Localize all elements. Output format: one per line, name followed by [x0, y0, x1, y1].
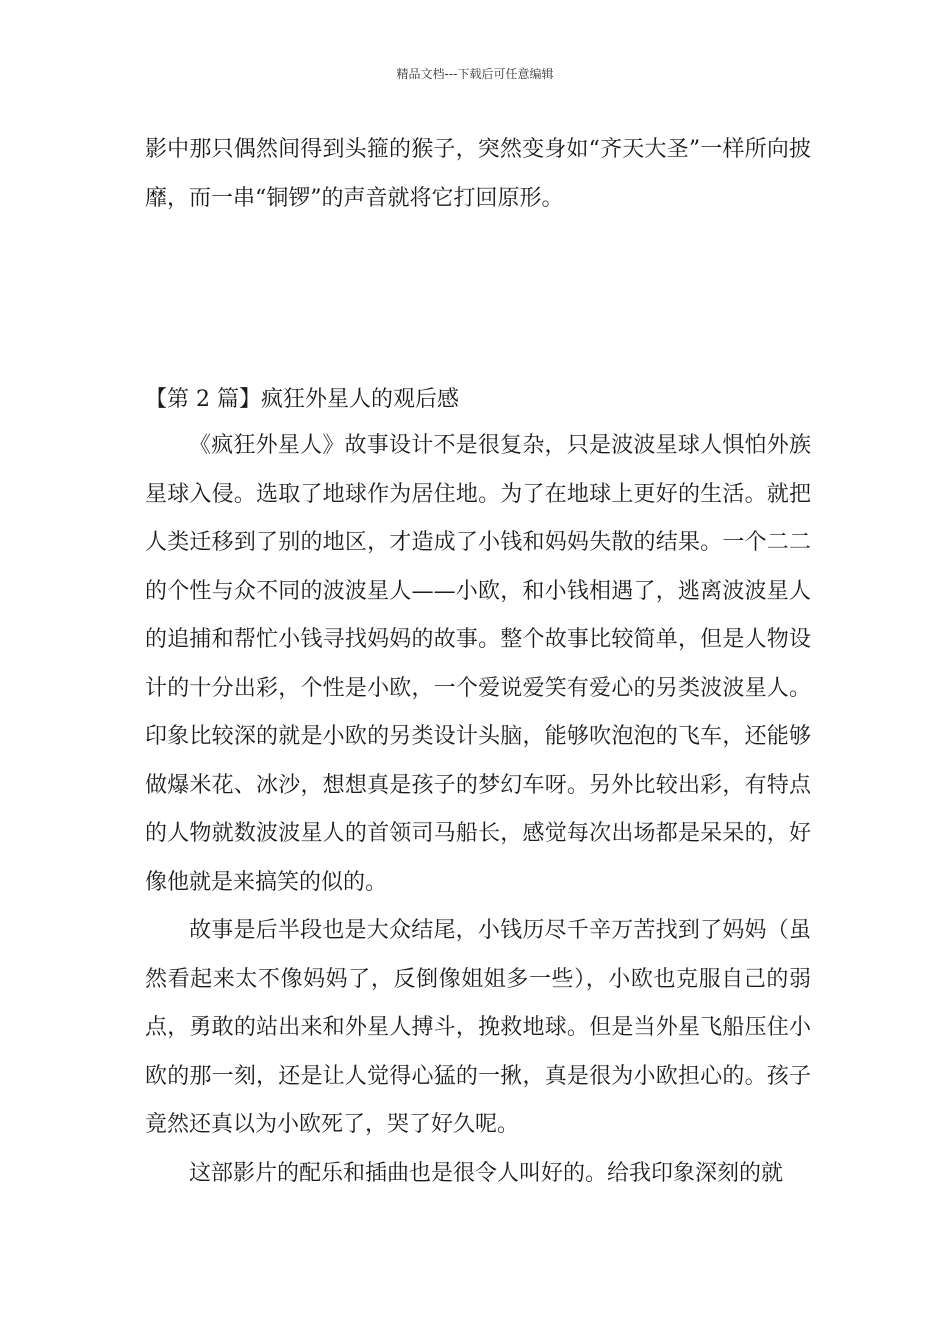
article-body	[145, 422, 811, 1198]
continuation-paragraph: 影中那只偶然间得到头箍的猴子，突然变身如“齐天大圣”一样所向披靡，而一串“铜锣”的声音就将它打回原形。	[145, 137, 811, 211]
page-header: 精品文档---下载后可任意编辑	[396, 67, 554, 81]
continuation-paragraph-block	[145, 126, 811, 223]
body-paragraph-1: 《疯狂外星人》故事设计不是很复杂，只是波波星球人惧怕外族星球入侵。选取了地球作为居住地。为了在地球上更好的生活。就把人类迁移到了别的地区，才造成了小钱和妈妈失散的结果。一个二二的个性与众不同的波波星人——小欧，和小钱相遇了，逃离波波星人的追捕和帮忙小钱寻找妈妈的故事。整个故事比较简单，但是人物设计的十分出彩，个性是小欧，一个爱说爱笑有爱心的另类波波星人。印象比较深的就是小欧的另类设计头脑，能够吹泡泡的飞车，还能够做爆米花、冰沙，想想真是孩子的梦幻车呀。另外比较出彩，有特点的人物就数波波星人的首领司马船长，感觉每次出场都是呆呆的，好像他就是来搞笑的似的。	[145, 433, 811, 895]
section-heading: 【第 2 篇】疯狂外星人的观后感	[145, 387, 459, 412]
body-paragraph-3: 这部影片的配乐和插曲也是很令人叫好的。给我印象深刻的就	[189, 1160, 784, 1186]
body-paragraph-2: 故事是后半段也是大众结尾，小钱历尽千辛万苦找到了妈妈（虽然看起来太不像妈妈了，反倒像姐姐多一些），小欧也克服自己的弱点，勇敢的站出来和外星人搏斗，挽救地球。但是当外星飞船压住小欧的那一刻，还是让人觉得心猛的一揪，真是很为小欧担心的。孩子竟然还真以为小欧死了，哭了好久呢。	[145, 918, 811, 1137]
